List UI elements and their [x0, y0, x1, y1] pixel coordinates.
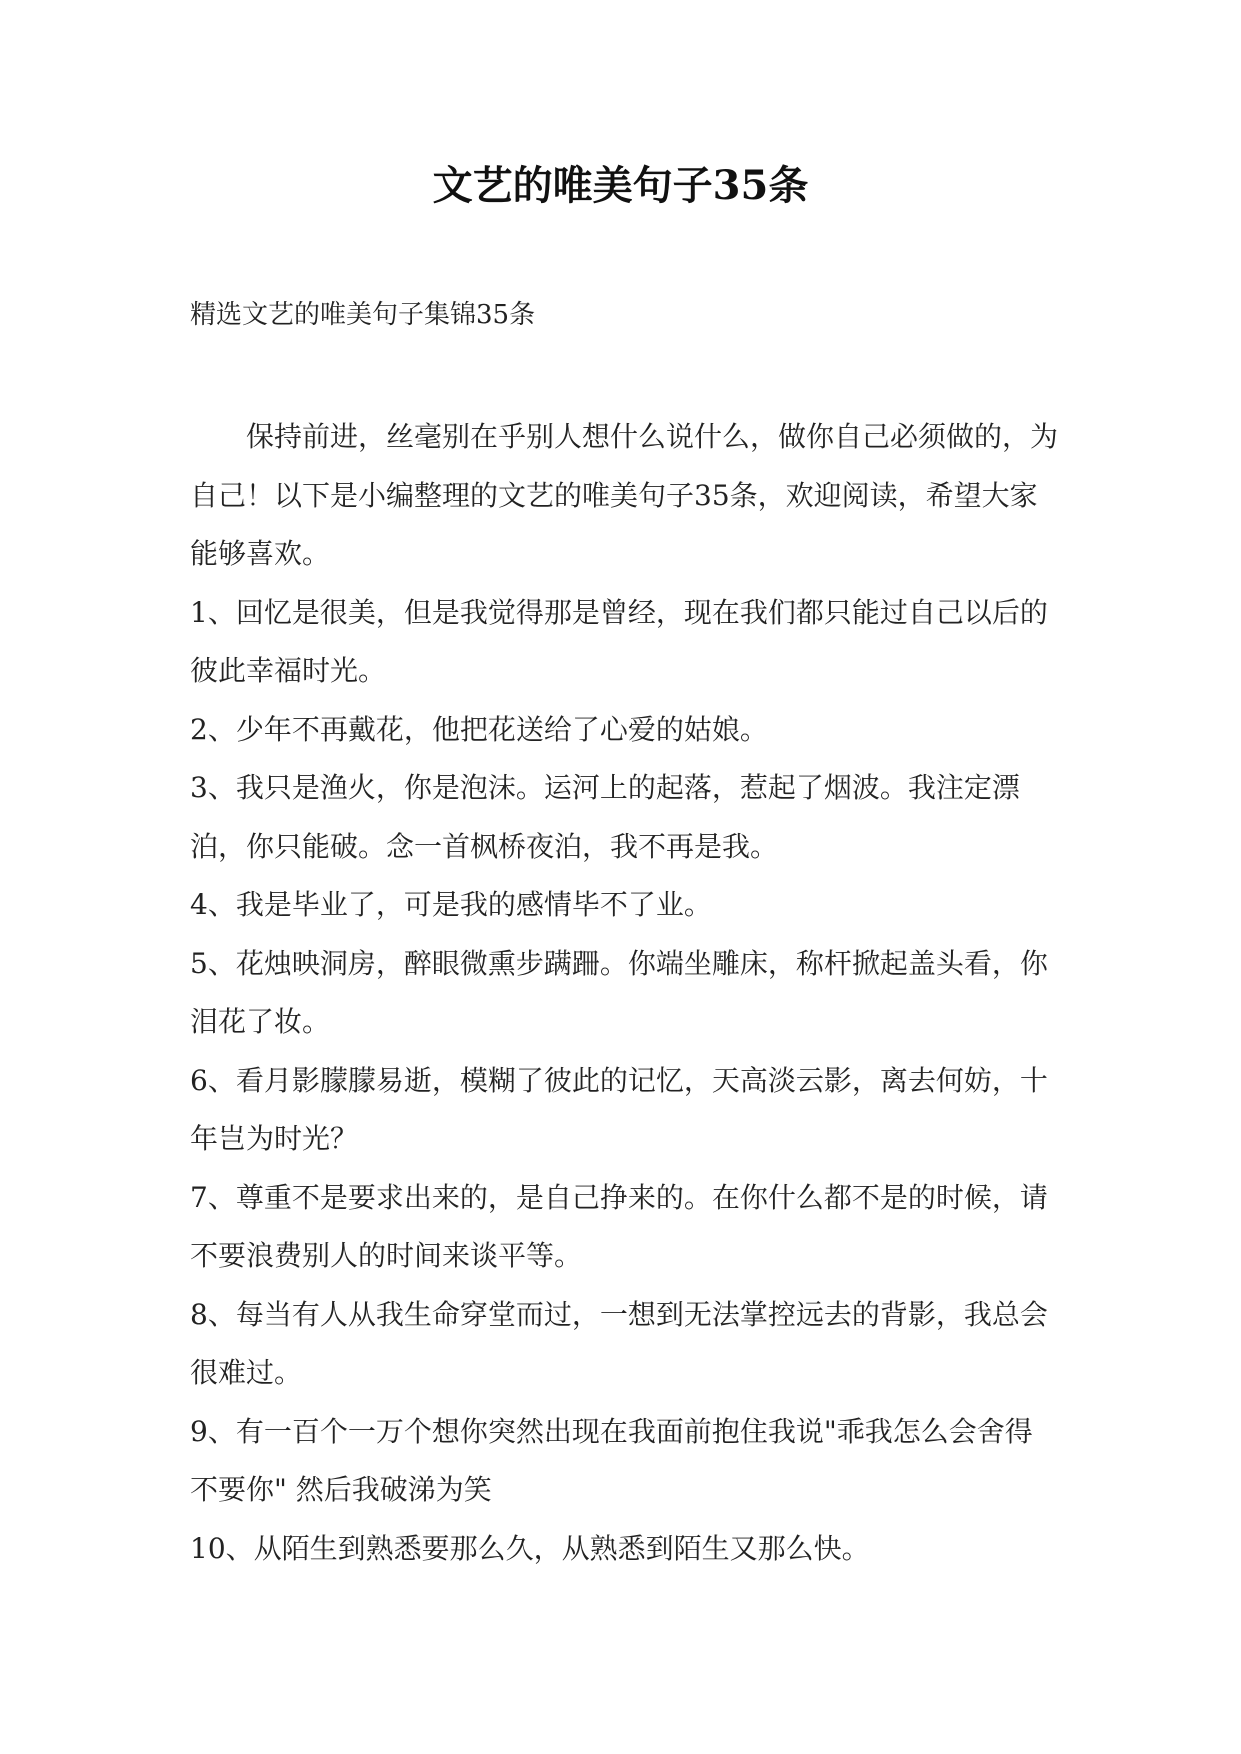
- list-item: 6、看月影朦朦易逝，模糊了彼此的记忆，天高淡云影，离去何妨，十年岂为时光？: [190, 1063, 1048, 1155]
- list-item: 5、花烛映洞房，醉眼微熏步蹒跚。你端坐雕床，称杆掀起盖头看，你泪花了妆。: [190, 946, 1048, 1038]
- list-item: 1、回忆是很美，但是我觉得那是曾经，现在我们都只能过自己以后的彼此幸福时光。: [190, 595, 1048, 687]
- list-item: 2、少年不再戴花，他把花送给了心爱的姑娘。: [190, 712, 768, 746]
- list-item: 4、我是毕业了，可是我的感情毕不了业。: [190, 888, 712, 921]
- intro-paragraph: 保持前进，丝毫别在乎别人想什么说什么，做你自己必须做的，为自己！以下是小编整理的文艺的唯美句子35条，欢迎阅读，希望大家能够喜欢。: [190, 420, 1059, 570]
- document-title: 文艺的唯美句子35条: [432, 162, 809, 209]
- list-item: 9、有一百个一万个想你突然出现在我面前抱住我说"乖我怎么会舍得不要你" 然后我破涕为笑: [190, 1414, 1033, 1506]
- list-item: 8、每当有人从我生命穿堂而过，一想到无法掌控远去的背影，我总会很难过。: [190, 1297, 1048, 1389]
- list-item: 7、尊重不是要求出来的，是自己挣来的。在你什么都不是的时候，请不要浪费别人的时间来谈平等。: [190, 1180, 1048, 1272]
- list-item: 10、从陌生到熟悉要那么久，从熟悉到陌生又那么快。: [190, 1531, 870, 1565]
- document-body: [190, 408, 1060, 1578]
- list-item: 3、我只是渔火，你是泡沫。运河上的起落，惹起了烟波。我注定漂泊，你只能破。念一首枫桥夜泊，我不再是我。: [190, 771, 1020, 863]
- document-subtitle: 精选文艺的唯美句子集锦35条: [190, 300, 536, 330]
